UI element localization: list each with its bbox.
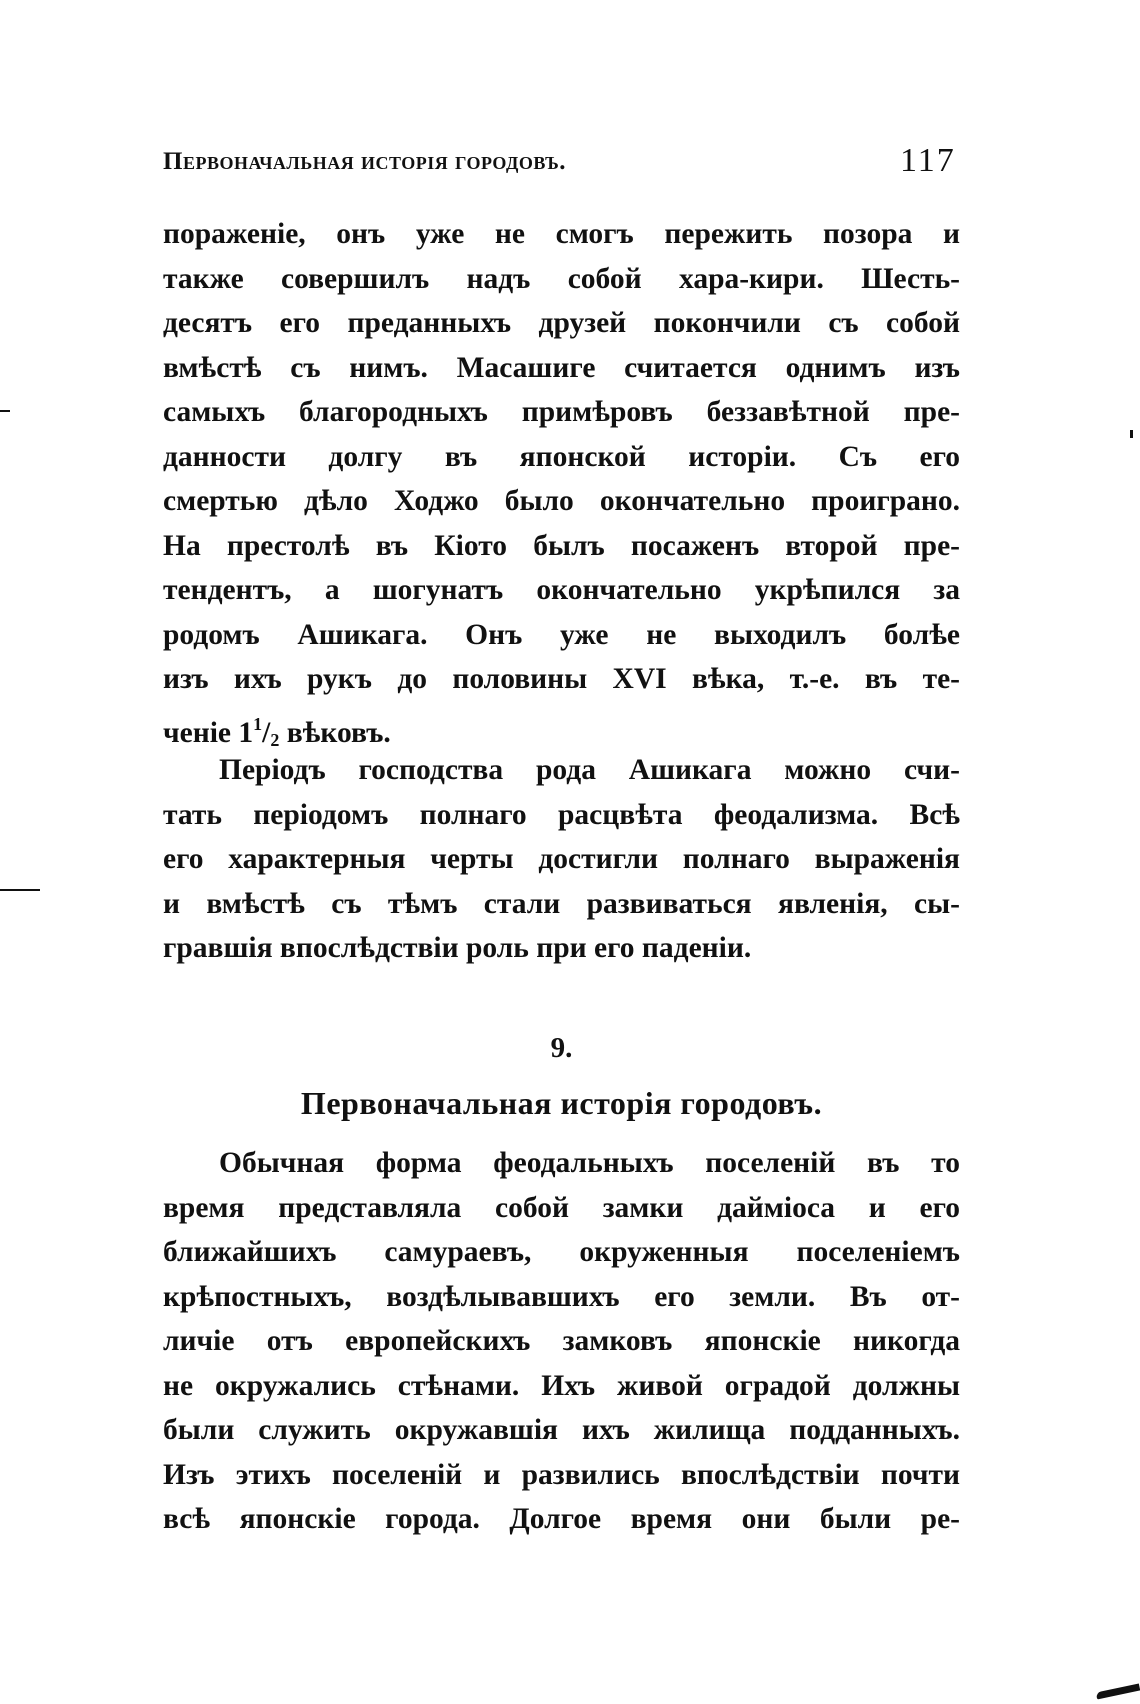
text-line: родомъ Ашикага. Онъ уже не выходилъ болѣе [163,618,960,651]
text-line: Періодъ господства рода Ашикага можно счи- [219,754,960,786]
text-line: десятъ его преданныхъ друзей покончили съ собой [163,307,960,339]
text-line: также совершилъ надъ собой хара-кири. Шесть- [163,262,960,295]
text-line: Обычная форма феодальныхъ поселеній въ то [219,1147,960,1179]
scan-mark-left-2 [0,889,40,891]
scan-mark-bottom-right [1096,1684,1140,1700]
scan-mark-right [1130,430,1133,438]
line-suffix: вѣковъ. [279,716,391,749]
text-line: пораженіе, онъ уже не смогъ пережить позора и [163,218,960,250]
section-heading: Первоначальная исторія городовъ. [300,1085,823,1121]
text-line: изъ ихъ рукъ до половины XVI вѣка, т.-е. въ те- [163,663,960,695]
text-line-last [163,702,960,750]
text-line: тать періодомъ полнаго расцвѣта феодализма. Всѣ [163,798,960,831]
text-line: гравшія впослѣдствіи роль при его паденіи. [163,932,752,964]
scan-mark-left-1 [0,410,10,412]
text-line: крѣпостныхъ, воздѣлывавшихъ его земли. Въ от- [163,1280,960,1313]
text-line: смертью дѣло Ходжо было окончательно проиграно. [163,485,960,517]
paragraph-3 [163,1141,960,1542]
text-line: не окружались стѣнами. Ихъ живой оградой должны [163,1369,960,1402]
text-line: Изъ этихъ поселеній и развились впослѣдствіи почти [163,1458,960,1491]
text-line: На престолѣ въ Кіото былъ посаженъ второй пре- [163,529,960,562]
paragraph-1 [163,212,960,750]
text-line: были служить окружавшія ихъ жилища подданныхъ. [163,1414,960,1446]
line-prefix: ченіе 1 [163,716,254,749]
text-line: личіе отъ европейскихъ замковъ японскіе никогда [163,1325,960,1357]
text-line: ближайшихъ самураевъ, окруженныя поселеніемъ [163,1236,960,1268]
fraction-denominator: 2 [270,729,280,750]
text-line: данности долгу въ японской исторіи. Съ его [163,440,960,473]
text-line: его характерныя черты достигли полнаго выраженія [163,843,960,875]
text-line: время представляла собой замки дайміоса и его [163,1191,960,1224]
section-number: 9. [550,1032,573,1064]
text-line: и вмѣстѣ съ тѣмъ стали развиваться явленія, сы- [163,887,960,920]
fraction-numerator: 1 [253,713,263,734]
fraction-slash: / [262,716,271,749]
text-line: тендентъ, а шогунатъ окончательно укрѣпился за [163,574,960,606]
text-line: вмѣстѣ съ нимъ. Масашиге считается однимъ изъ [163,351,960,384]
text-line: самыхъ благородныхъ примѣровъ беззавѣтной пре- [163,396,960,428]
paragraph-2 [163,748,960,971]
running-title: Первоначальная исторія городовъ. [163,148,566,175]
page-number: 117 [900,142,956,179]
text-line: всѣ японскіе города. Долгое время они были ре- [163,1503,960,1535]
